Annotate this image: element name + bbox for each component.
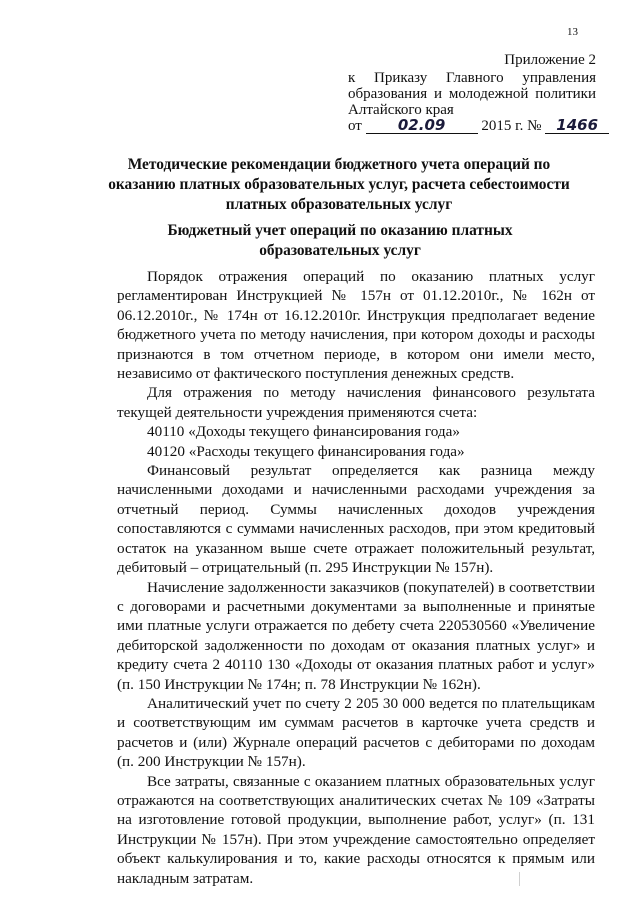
number-field [545,118,609,134]
paragraph-analytical-accounting: Аналитический учет по счету 2 205 30 000 ведется по плательщикам и соответствующим им суммам расчетов в карточке учета средств и расчетов и (или) Журнале операций расчетов с дебиторами по доходам (п. 200 Инструкции № 157н). [117,694,595,771]
from-label: от [348,118,362,134]
appendix-department-line: образования и молодежной политики [348,86,596,102]
scan-mark [519,872,520,886]
paragraph-financial-result: Финансовый результат определяется как разница между начисленными доходами и начисленными расходами учреждения за отчетный период. Суммы начисленных доходов учреждения сопоставляются с суммами начисленных расходов, при этом кредитовый остаток на указанном выше счете отражает положительный результат, дебитовый – отрицательный (п. 295 Инструкции № 157н). [117,462,595,577]
date-field [366,118,478,134]
paragraph-receivables: Начисление задолженности заказчиков (покупателей) в соответствии с договорами и расчетными документами за выполненные и принятые ими платные услуги отражается по дебету счета 220530560 «Увеличение дебиторской задолженности по доходам от оказания платных услуг» и кредиту счета 2 40110 130 «Доходы от оказания платных работ и услуг» (п. 150 Инструкции № 174н; п. 78 Инструкции № 162н). [117,578,595,693]
appendix-order-line: к Приказу Главного управления [348,70,596,86]
paragraph-accounts-intro: Для отражения по методу начисления финансового результата текущей деятельности учреждения применяются счета: [117,384,595,421]
body-text [117,267,595,888]
handwritten-date: 02.09 [397,116,446,134]
appendix-date-line [348,116,599,134]
appendix-title: Приложение 2 [504,52,596,68]
page-number: 13 [567,26,578,38]
handwritten-number: 1466 [556,116,599,134]
appendix-header [348,52,599,134]
section-title: Бюджетный учет операций по оказанию платных образовательных услуг [167,222,513,259]
paragraph-regulation: Порядок отражения операций по оказанию платных услуг регламентирован Инструкцией № 157н от 01.12.2010г., № 162н от 06.12.2010г., № 174н от 16.12.2010г. Инструкция предполагает ведение бюджетного учета по методу начисления, при котором доходы и расходы признаются в том отчетном периоде, в котором они имели место, независимо от фактического поступления денежных средств. [117,268,595,383]
year-number-label: 2015 г. № [481,118,542,134]
appendix-region-line: Алтайского края [348,102,454,118]
account-item-40120: 40120 «Расходы текущего финансирования года» [147,442,465,460]
document-title: Методические рекомендации бюджетного учета операций по оказанию платных образовательных услуг, расчета себестоимости платных образовательных услуг [108,156,570,213]
account-item-40110: 40110 «Доходы текущего финансирования года» [147,423,460,441]
paragraph-costs: Все затраты, связанные с оказанием платных образовательных услуг отражаются на соответствующих аналитических счетах № 109 «Затраты на изготовление готовой продукции, выполнение работ, услуг» (п. 131 Инструкции № 157н). При этом учреждение самостоятельно определяет объект калькулирования и то, какие расходы относятся к прямым или накладным затратам. [117,772,595,887]
